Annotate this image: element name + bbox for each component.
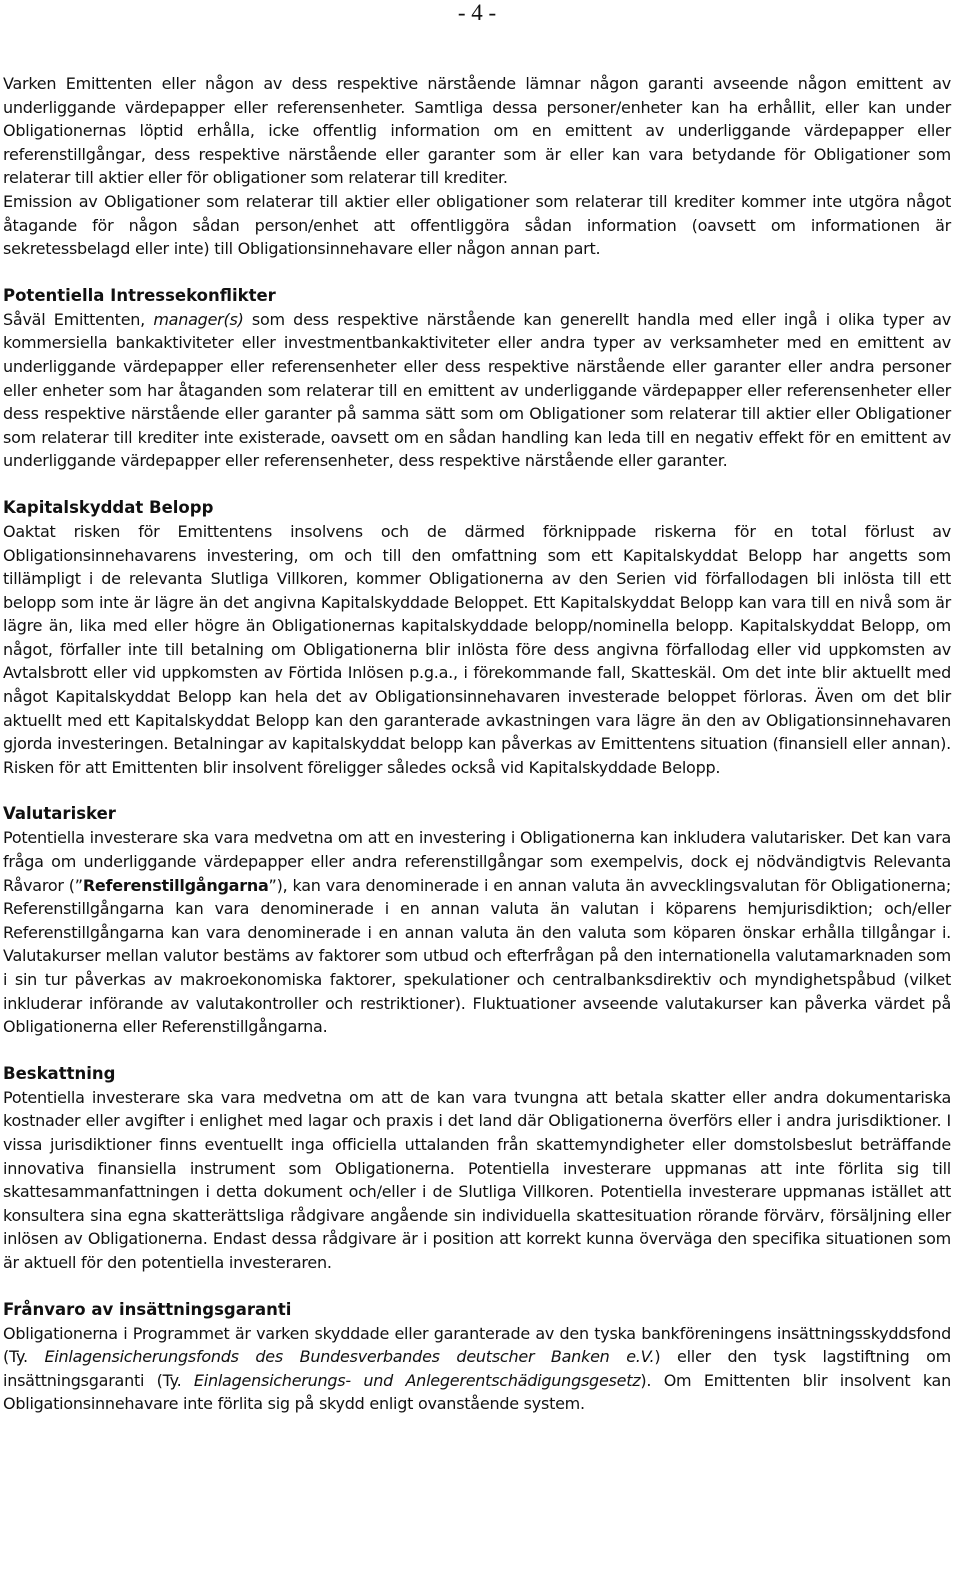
section-conflicts [3, 284, 951, 473]
section-capital [3, 496, 951, 780]
deposit-italic-1: Einlagensicherungsfonds des Bundesverbandes deutscher Banken e.V. [44, 1347, 655, 1367]
heading-currency: Valutarisker [3, 804, 116, 824]
currency-text-start: Potentiella investerare ska vara medvetna om att en investering i Obligationerna kan inkludera valutarisker. Det kan vara fråga om underliggande värdepapper eller andra referenstillgångar som exempelvis, dock ej nödvändigtvis Relevanta Råvaror (” [3, 828, 951, 895]
deposit-italic-2: Einlagensicherungs- und Anlegerentschädigungsgesetz [193, 1370, 641, 1390]
paragraph-currency [3, 826, 951, 1038]
conflicts-text-end: som dess respektive närstående kan generellt handla med eller ingå i olika typer av kommersiella bankaktiviteter eller investmentbankaktiviteter eller andra typer av verksamheter med en emittent av underliggande värdepapper eller referensenheter eller dess respektive närstående eller garanter eller andra personer eller enheter som har åtaganden som relaterar till en emittent av underliggande värdepapper eller referensenheter eller dess respektive närstående eller garanter på samma sätt som om Obligationer som relaterar till aktier eller Obligationer som relaterar till krediter inte existerade, oavsett om en sådan handling kan leda till en negativ effekt för en emittent av underliggande värdepapper eller referensenheter, dess respektive närstående eller garanter. [3, 309, 951, 471]
paragraph-tax: Potentiella investerare ska vara medvetna om att de kan vara tvungna att betala skatter eller andra dokumentariska kostnader eller avgifter i enlighet med lagar och praxis i det land där Obligationerna överförs eller i andra jurisdiktioner. I vissa jurisdiktioner finns eventuellt inga officiella uttalanden från skattemyndigheter eller domstolsbeslut beträffande innovativa finansiella instrument som Obligationerna. Potentiella investerare uppmanas att inte förlita sig till skattesammanfattningen i detta dokument och/eller i de Slutliga Villkoren. Potentiella investerare uppmanas istället att konsultera sina egna skatterättsliga rådgivare angående sin individuella skattesituation rörande förvärv, försäljning eller inlösen av Obligationerna. Endast dessa rådgivare är i position att korrekt kunna överväga den specifika situationen som är aktuell för den potentiella investeraren. [3, 1087, 951, 1272]
section-deposit [3, 1298, 951, 1416]
conflicts-italic-term: manager(s) [153, 309, 244, 329]
heading-capital: Kapitalskyddat Belopp [3, 497, 214, 517]
paragraph-deposit [3, 1322, 951, 1416]
currency-bold-term: Referenstillgångarna [82, 875, 269, 895]
intro-paragraph-2: Emission av Obligationer som relaterar till aktier eller obligationer som relaterar till krediter kommer inte utgöra något åtagande för någon sådan person/enhet att offentliggöra sådan information (oavsett om informationen är sekretessbelagd eller inte) till Obligationsinnehavare eller någon annan part. [3, 191, 951, 259]
heading-deposit: Frånvaro av insättningsgaranti [3, 1299, 292, 1319]
paragraph-conflicts [3, 308, 951, 473]
deposit-text-3: ). Om Emittenten blir insolvent kan Obligationsinnehavare inte förlita sig på skydd enligt ovanstående system. [3, 1370, 952, 1414]
heading-conflicts: Potentiella Intressekonflikter [3, 285, 276, 305]
intro-paragraph-1: Varken Emittenten eller någon av dess respektive närstående lämnar någon garanti avseende någon emittent av underliggande värdepapper eller referensenheter. Samtliga dessa personer/enheter kan ha erhållit, eller kan under Obligationernas löptid erhålla, icke offentlig information om en emittent av underliggande värdepapper eller referenstillgångar, dess respektive närstående eller garanter som är eller kan vara betydande för Obligationer som relaterar till aktier eller för obligationer som relaterar till krediter. [3, 74, 951, 188]
section-tax [3, 1062, 951, 1275]
section-currency [3, 802, 951, 1038]
page-number: - 4 - [457, 0, 497, 25]
deposit-text-2: ) eller den tysk lagstiftning om insättningsgaranti (Ty. [3, 1347, 951, 1390]
conflicts-text-start: Såväl Emittenten, [3, 309, 154, 329]
deposit-text-1: Obligationerna i Programmet är varken skyddade eller garanterade av den tyska bankföreningens insättningsskyddsfond (Ty. [3, 1323, 951, 1367]
currency-text-end: ”), kan vara denominerade i en annan valuta än avvecklingsvalutan för Obligationerna; Referenstillgångarna kan vara denominerade i en annan valuta än valutan i köparens hemjurisdiktion; och/eller Referenstillgångarna kan vara denominerade i en annan valuta än den valuta som köparen önskar erhålla tillgångar i. Valutakurser mellan valutor bestäms av faktorer som utbud och efterfrågan på den internationella valutamarknaden som i sin tur påverkas av makroekonomiska faktorer, spekulationer och centralbanksdirektiv och myndighetspåbud (vilket inkluderar införande av valutakontroller och restriktioner). Fluktuationer avseende valutakurser kan påverka värdet på Obligationerna eller Referenstillgångarna. [3, 875, 952, 1037]
heading-tax: Beskattning [3, 1063, 116, 1083]
paragraph-capital: Oaktat risken för Emittentens insolvens och de därmed förknippade riskerna för en total förlust av Obligationsinnehavarens investering, om och till den omfattning som ett Kapitalskyddat Belopp har angetts som tillämpligt i de relevanta Slutliga Villkoren, kommer Obligationerna av den Serien vid förfallodagen bli inlösta till ett belopp som inte är lägre än det angivna Kapitalskyddade Beloppet. Ett Kapitalskyddat Belopp kan vara till en nivå som är lägre än, lika med eller högre än Obligationernas kapitalskyddade belopp/nominella belopp. Kapitalskyddat Belopp, om något, förfaller inte till betalning om Obligationerna blir inlösta före dess angivna förfallodag eller vid uppkomsten av Avtalsbrott eller vid uppkomsten av Förtida Inlösen p.g.a., i förekommande fall, Skatteskäl. Om det inte blir aktuellt med något Kapitalskyddat Belopp kan hela det av Obligationsinnehavaren investerade beloppet förloras. Även om det blir aktuellt med ett Kapitalskyddat Belopp kan den garanterade avkastningen vara lägre än den av Obligationsinnehavaren gjorda investeringen. Betalningar av kapitalskyddat belopp kan påverkas av Emittentens situation (finansiell eller annan). Risken för att Emittenten blir insolvent föreligger således också vid Kapitalskyddade Belopp. [3, 521, 951, 777]
